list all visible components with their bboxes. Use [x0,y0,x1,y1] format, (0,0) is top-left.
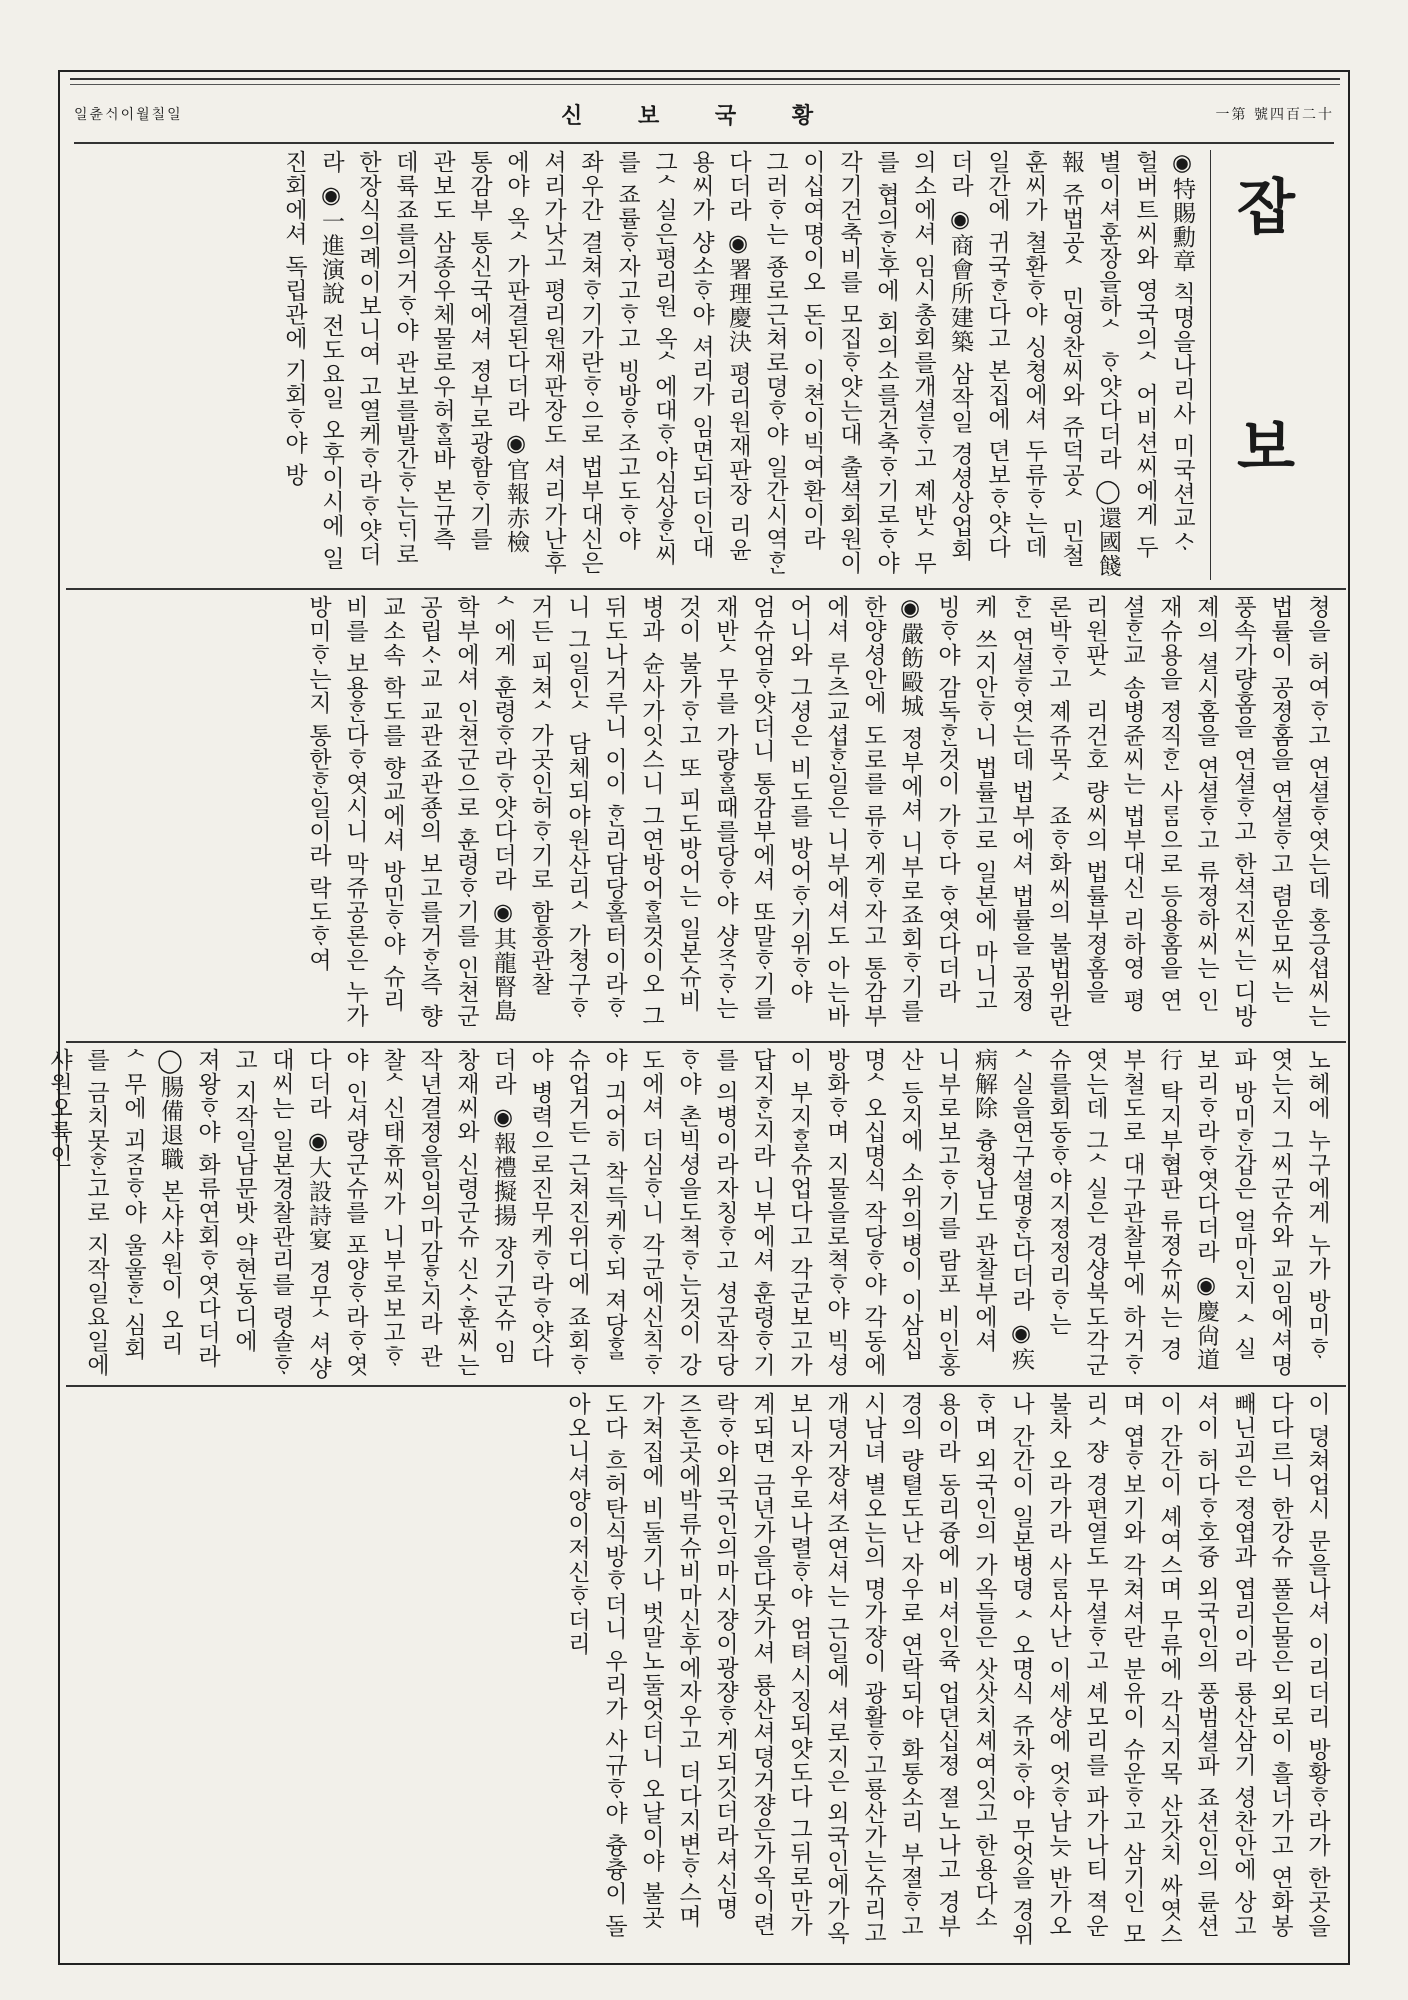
article-block-lower [46,1048,1335,1380]
divider-rule [66,1385,1346,1387]
article-text: ◉特賜勳章 칙명을나리사 미국션교ᄉᆞ 헐버트씨와 영국의ᄉ 어비션씨에게 두별이셔훈장을하ᄉ ᄒᆞ얏다더라 ◯還國餞報 쥬법공ᄉ 민영찬씨와 쥬덕공ᄉ 민철훈씨가 쳘환ᄒᆞ야 싱쳥에셔 두류ᄒᆞ는데 일간에 귀국ᄒᆞᆫ다고 본집에 뎐보ᄒᆞ얏다더라 ◉商會所建築 삼작일 경셩상업회의소에셔 임시총회를개셜ᄒᆞ고 졔반ᄉ무를 협의ᄒᆞᆫ후에 회의소를건축ᄒᆞ기로ᄒᆞ야 각기건축비를 모집ᄒᆞ얏는대 출셕회원이 이십여명이오 돈이 이쳔이빅여환이라 그러ᄒᆞ는 죵로근쳐로뎡ᄒᆞ야 일간시역ᄒᆞᆫ다더라 ◉署理慶決 평리원재판장 리윤용씨가 샹소ᄒᆞ야 셔리가 임면되더인대 그ᄉ실은평리원 옥ᄉ에대ᄒᆞ야심상ᄒᆞᆫ씨를 죠률ᄒᆞ자고ᄒᆞ고 빙방ᄒᆞ조고도ᄒᆞ야 좌우간 결쳐ᄒᆞ기가란ᄒᆞ으로 법부대신은 셔리가낫고 평리원재판장도 셔리가난후에야 옥ᄉ가판결된다더라 ◉官報赤檢 통감부 통신국에셔 졍부로광함ᄒᆞ기를 관보도 삼종우체물로우허ᄒᆞᆯ바 본규측 데륙죠를의거ᄒᆞ야 관보를발간ᄒᆞ는ᄃᆡ로 한장식의례이보니여 고열케ᄒᆞ라ᄒᆞ얏더라 ◉一進演說 전도요일 오후이시에 일진회에셔 독립관에 기회ᄒᆞ야 방 [281,150,1195,578]
article-block-middle [80,595,1335,1035]
article-text: 이 뎡쳐업시 문을나셔 이리더리 방황ᄒᆞ라가 한곳을 다다르니 한강슈 풀은물은 외로이 흘너가고 연화봉 빼닌괴은 졍엽과 엽리이라 룡산삼기 셩찬안에 상고셔이 허다ᄒᆞ호즁 외국인의 풍범셜파 죠션인의 륜션이 간간이 셰여스며 무류에 각식지목 산갓치 싸엿스며 엽ᄒᆞ보기와 각쳐셔란 분유이 슈운ᄒᆞ고 삼기인 모리ᄉ쟝 경편열도 무셜ᄒᆞ고 셰모리를 파가나티 젹운불차 오라가라 사ᄅᆞᆷ사난 이세샹에 엇ᄒᆞ남늣 반가오나 간간이 일본병뎡 ᄉ오명식 쥬차ᄒᆞ야 무엇을 경위ᄒᆞ며 외국인의 가옥들은 삿삿치셰여잇고 한용다소용이라 동리즁에 비셔인쥭 업뎐십졍 졀노나고 경부 경의 량텰도난 자우로 연락되야 화통소리 부졀ᄒᆞ고 시남녀 별오는의 명가쟝이 광활ᄒᆞ고룡산가는슈리고개뎡거쟝셔조연셔는 근일에 셔로지은 외국인에가옥보니자우로나렬ᄒᆞ야 엄텨시징되얏도다 그뒤로만가계되면 금년가을다못가셔 룡산셔뎡거쟝은가옥이련락ᄒᆞ야외국인의마시쟝이광쟝ᄒᆞ게되깃더라셔신명 즈흔곳에박류슈비마신후에자우고 더다지변ᄒᆞ스며 가쳐집에 비둘기나 벗말노둘엇더니 오날이야 불곳도다 흐허탄식방ᄒᆞ더니 우리가 사규ᄒᆞ야 츙츙이 돌아오니셔양이저신ᄒᆞ더리 [564,1392,1330,1946]
page-header [74,86,1334,144]
article-block-top [80,150,1200,582]
section-title: 잡 보 [1210,150,1311,580]
newspaper-name: 신 보 국 황 [561,102,838,129]
article-block-bottom [80,1392,1335,1952]
article-text: 노헤에 누구에게 누가 방미ᄒᆞ엿는지 그씨군슈와 교임에셔명파 방미ᄒᆞᆫ갑은 얼마인지 ᄉ실보리ᄒᆞ라ᄒᆞ엿다더라 ◉慶尙道行 탁지부협판 류졍슈씨는 경부철도로 대구관찰부에 하거ᄒᆞ엿는데 그ᄉ실은 경샹북도각군슈를회동ᄒᆞ야지졍정리ᄒᆞ는ᄉ실을연구셜명ᄒᆞᆫ다더라 ◉疾病解除 츙쳥남도 관찰부에셔 니부로보고ᄒᆞ기를 람포 비인홍산 등지에 소위의병이 이삼십명ᄉ오십명식 작당ᄒᆞ야 각동에 방화ᄒᆞ며 지물을로쳑ᄒᆞ야 빅셩이 부지ᄒᆞᆯ슈업다고 각군보고가 답지ᄒᆞᆫ지라 니부에셔 훈령ᄒᆞ기를 의병이라자칭ᄒᆞ고 셩군작당ᄒᆞ야 촌빅셩을도쳑ᄒᆞ는것이 강도에셔 더심ᄒᆞ니 각군에신칙ᄒᆞ야 긔어히 착득케ᄒᆞ되 져당ᄒᆞᆯ슈업거든 근쳐진위디에 죠회ᄒᆞ야 병력으로진무케ᄒᆞ라ᄒᆞ얏다더라 ◉報禮擬揚 쟝기군슈 임창재씨와 신령군슈 신ᄉᆞ훈씨는 작년결졍을입의마감ᄒᆞᆫ지라 관찰ᄉ신태휴씨가 니부로보고ᄒᆞ야 인셔량군슈를 포양ᄒᆞ라ᄒᆞ엿다더라 ◉大設詩宴 경무ᄉ셔샹대씨는 일본경찰관리를 령솔ᄒᆞ고 지작일남문밧 약현동디에 져왕ᄒᆞ야 화류연회ᄒᆞ엿다더라 ◯腸備退職 본샤샤원이 오리ᄉ무에 괴ᄌᆞᆷᄒᆞ야 울울ᄒᆞᆫ 심회를 금치못ᄒᆞᆫ고로 지작일요일에 샤원오륙인 [46,1048,1330,1380]
issue-number: 一第 號四百二十 [1215,107,1334,123]
issue-date: 일츈ᄉᆡ이월칠일 [74,107,183,123]
article-text: 쳥을 허여ᄒᆞ고 연셜ᄒᆞ엿는데 홍긍셥씨는 법률이 공졍홈을 연셜ᄒᆞ고 렴운모씨는 풍속가량홈을 연셜ᄒᆞ고 한셕진씨는 디방졔의 셜시홈을 연셜ᄒᆞ고 류졍하씨는 인재슈용을 졍직ᄒᆞᆫ 사ᄅᆞᆷ으로 등용홈을 연셜ᄒᆞᆫ교 송병쥰씨는 법부대신 리하영 평리원판ᄉ 리건호 량씨의 법률부졍홈을 론박ᄒᆞ고 졔쥬목ᄉ 죠ᄒᆞ화씨의 불법위란ᄒᆞᆫ 연셜ᄒᆞ엿는데 법부에셔 법률을 공졍케 쓰지안ᄒᆞ니 법률고로 일본에 마니고빙ᄒᆞ야 감독ᄒᆞᆫ것이 가ᄒᆞ다 ᄒᆞ엿다더라 ◉嚴飭毆城 졍부에셔 니부로죠회ᄒᆞ기를 한양셩안에 도로를 류ᄒᆞ게ᄒᆞ자고 통감부에셔 루츠교셥ᄒᆞᆫ일은 니부에셔도 아는바어니와 그셩은 비도를 방어ᄒᆞ기위ᄒᆞ야 엄슈엄ᄒᆞ얏더니 통감부에셔 또말ᄒᆞ기를 재반ᄉ무를 가량ᄒᆞᆯ때를당ᄒᆞ야 샹ᄌᆞᆨᄒᆞ는것이 불가ᄒᆞ고 또 피도방어는 일본슈비병과 슌사가잇스니 그연방어ᄒᆞᆯ것이오 그뒤도나거루니 이이 ᄒᆞᆫ리담당홀터이라ᄒᆞ니 그일인ᄉ 담체되야원산리ᄉ가쳥구ᄒᆞ거든 피쳐ᄉ가곳인허ᄒᆞ기로 함흥관찰ᄉ에게 훈령ᄒᆞ라ᄒᆞ얏다더라 ◉其龍腎島 학부에셔 인쳔군으로 훈령ᄒᆞ기를 인쳔군공립ᄉᆞ교 교관죠관죵의 보고를거ᄒᆞᆫ즉 향교소속 학도를 향교에셔 방민ᄒᆞ야 슈리비를 보용ᄒᆞᆫ다ᄒᆞ엿시니 막쥬공론은 누가 방미ᄒᆞ는지 통한ᄒᆞᆫ일이라 락도ᄒᆞ여 [305,595,1330,1028]
divider-rule [66,1041,1346,1043]
divider-rule [66,588,1346,590]
